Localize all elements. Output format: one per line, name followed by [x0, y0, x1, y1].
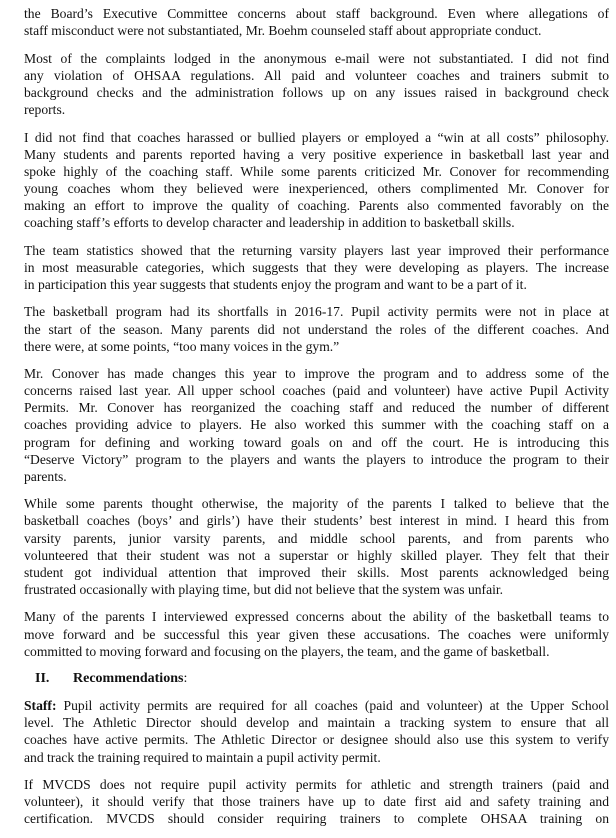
- text-line: background checks and the administration follows up on any issues raised in background check: [24, 84, 609, 100]
- text-line: While some parents thought otherwise, the majority of the parents I talked to believe that the: [24, 496, 609, 512]
- paragraph: [24, 776, 609, 827]
- section-number: II.: [35, 671, 50, 687]
- text-line: in most measurable categories, which suggests that they were developing as players. The increase: [24, 259, 609, 275]
- text-line: coaches providing advice to players. He also worked this summer with the coaching staff on a: [24, 417, 609, 433]
- text-line: Permits. Mr. Conover has reorganized the coaching staff and reduced the number of different: [24, 400, 609, 416]
- text-line: concerns raised last year. All upper school coaches (paid and volunteer) have active Pupil Activity: [24, 383, 609, 399]
- paragraph: [24, 303, 609, 354]
- text-line: reports.: [24, 101, 66, 117]
- section-title-colon: :: [183, 671, 188, 687]
- document-page: [24, 5, 609, 838]
- paragraph: [24, 242, 609, 293]
- text-line: spoke highly of the coaching staff. While some parents criticized Mr. Conover for recommending: [24, 163, 609, 179]
- text-line: certification. MVCDS should consider requiring trainers to complete OHSAA training on: [24, 811, 609, 827]
- text-line: program for defining and working toward goals on and off the court. He is introducing this: [24, 434, 609, 450]
- text-line: there were, at some points, “too many voices in the gym.”: [24, 338, 340, 354]
- text-line: staff misconduct were not substantiated, Mr. Boehm counseled staff about appropriate conduct.: [24, 23, 542, 39]
- staff-recommendation-paragraph: [24, 697, 609, 765]
- text-line: and track the training required to maintain a pupil activity permit.: [24, 749, 381, 765]
- text-line: The basketball program had its shortfalls in 2016-17. Pupil activity permits were not in place at: [24, 304, 609, 320]
- text-line: “Deserve Victory” program to the players and wants the players to introduce the program to their: [24, 451, 609, 467]
- section-heading: [35, 670, 609, 687]
- text-line: making an effort to improve the quality of coaching. Parents also commented favorably on the: [24, 197, 609, 213]
- text-line: Many students and parents reported having a very positive experience in basketball last year and: [24, 146, 609, 162]
- text-line: the Board’s Executive Committee concerns about staff background. Even where allegations of: [24, 6, 609, 21]
- text-line: I did not find that coaches harassed or bullied players or employed a “win at all costs” philosophy.: [24, 129, 609, 145]
- paragraph: [24, 495, 609, 598]
- text-line: Most of the complaints lodged in the anonymous e-mail were not substantiated. I did not find: [24, 50, 609, 66]
- text-line: young coaches whom they believed were inexperienced, others complimented Mr. Conover for: [24, 180, 609, 196]
- text-line: basketball coaches (boys’ and girls’) have their students’ best interest in mind. I heard this from: [24, 513, 609, 529]
- text-line: Many of the parents I interviewed expressed concerns about the ability of the basketball teams to: [24, 609, 609, 625]
- text-line: level. The Athletic Director should develop and maintain a tracking system to ensure that all: [24, 715, 609, 731]
- text-line: The team statistics showed that the returning varsity players last year improved their performance: [24, 242, 609, 258]
- paragraph: [24, 365, 609, 485]
- text-line: coaching staff’s efforts to develop character and leadership in addition to basketball skills.: [24, 215, 515, 231]
- staff-label: Staff:: [24, 698, 57, 714]
- section-title: Recommendations: [73, 671, 184, 687]
- text-line: If MVCDS does not require pupil activity permits for athletic and strength trainers (paid and: [24, 777, 609, 793]
- text-line: student got individual attention that improved their skills. Most parents acknowledged being: [24, 564, 609, 580]
- text-line: the start of the season. Many parents did not understand the roles of the different coaches. And: [24, 321, 609, 337]
- text-segment: Pupil activity permits are required for all coaches (paid and volunteer) at the Upper School: [56, 698, 609, 714]
- text-line: volunteer), it should verify that those trainers have up to date first aid and safety training and: [24, 794, 609, 810]
- findings-section: [24, 5, 609, 660]
- text-line: move forward and be successful this year given these accusations. The coaches were uniformly: [24, 626, 609, 642]
- text-line: volunteered that their student was not a superstar or highly skilled player. They felt that their: [24, 547, 609, 563]
- text-line: varsity parents, junior varsity parents, and middle school parents, and from parents who: [24, 530, 609, 546]
- text-line: committed to moving forward and focusing on the players, the team, and the game of basketball.: [24, 643, 550, 659]
- paragraph: [24, 608, 609, 659]
- text-line: any violation of OHSAA regulations. All paid and volunteer coaches and trainers submit to: [24, 67, 609, 83]
- paragraph: [24, 50, 609, 118]
- text-line: [24, 697, 609, 714]
- recommendations-section: [24, 776, 609, 827]
- text-line: parents.: [24, 468, 67, 484]
- paragraph: [24, 129, 609, 232]
- text-line: frustrated occasionally with playing time, but did not believe that the system was unfair.: [24, 581, 504, 597]
- text-line: coaches have active permits. The Athletic Director or designee should also use this system to verify: [24, 732, 609, 748]
- paragraph: [24, 5, 609, 39]
- text-line: in participation this year suggests that students enjoy the program and want to be a part of it.: [24, 276, 527, 292]
- text-line: Mr. Conover has made changes this year to improve the program and to address some of the: [24, 366, 609, 382]
